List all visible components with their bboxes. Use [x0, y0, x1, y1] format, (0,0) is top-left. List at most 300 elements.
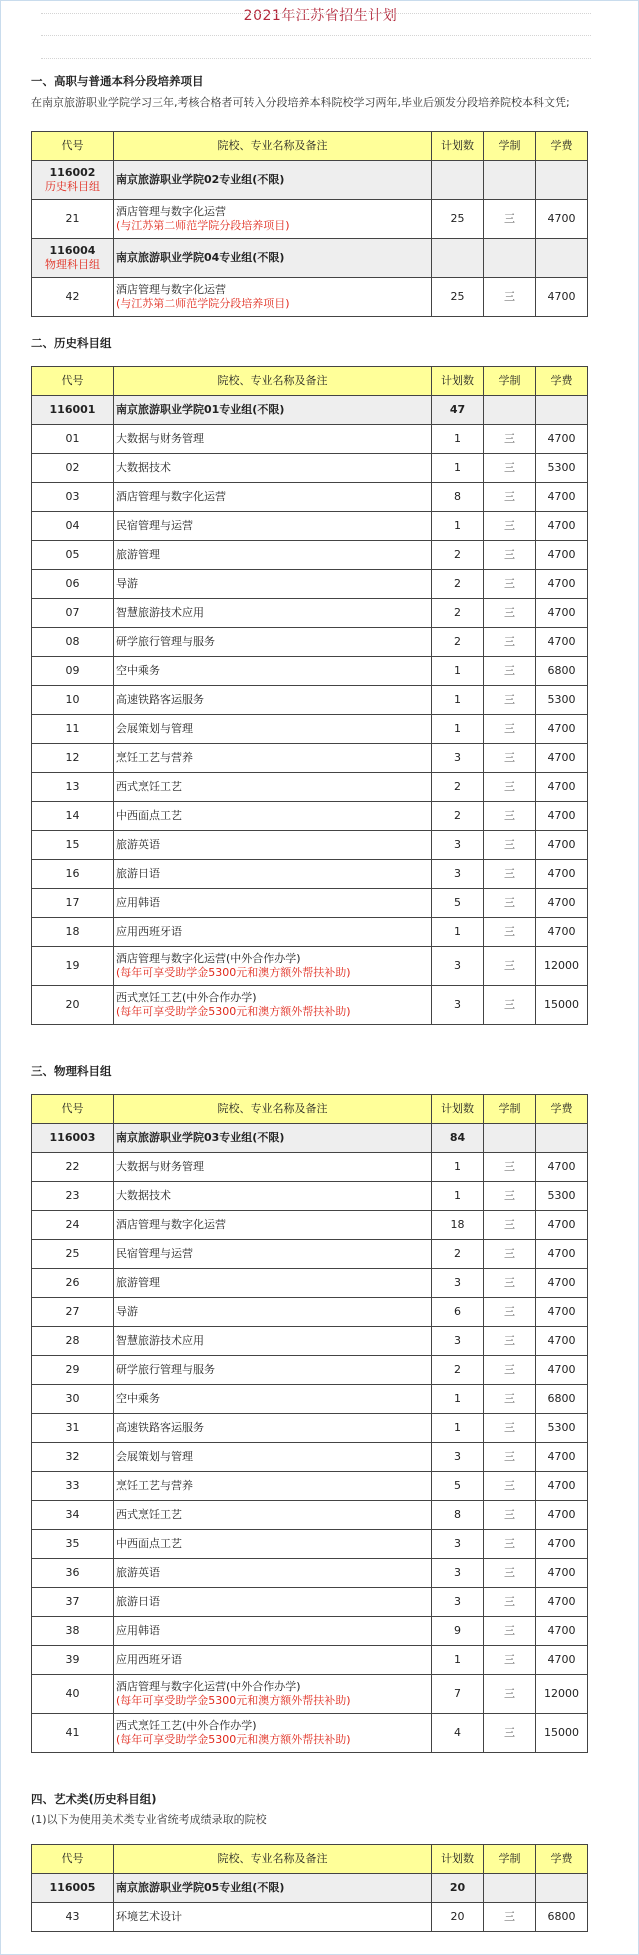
plan-count: 3	[432, 1443, 484, 1472]
study-years: 三	[484, 1182, 536, 1211]
plan-count: 7	[432, 1675, 484, 1714]
major-code: 05	[32, 541, 114, 570]
header-name: 院校、专业名称及备注	[114, 367, 432, 396]
study-years: 三	[484, 1903, 536, 1932]
major-code: 39	[32, 1646, 114, 1675]
header-name: 院校、专业名称及备注	[114, 132, 432, 161]
plan-count: 5	[432, 889, 484, 918]
major-name-cell	[114, 1617, 432, 1646]
tuition-fee: 4700	[536, 1501, 588, 1530]
major-note: (每年可享受助学金5300元和澳方额外帮扶补助)	[116, 1733, 351, 1746]
major-name-cell	[114, 947, 432, 986]
plan-count: 3	[432, 1530, 484, 1559]
major-name: 研学旅行管理与服务	[116, 1363, 215, 1376]
major-name-cell	[114, 425, 432, 454]
major-name: 大数据技术	[116, 1189, 171, 1202]
study-years: 三	[484, 541, 536, 570]
major-name: 空中乘务	[116, 1392, 160, 1405]
major-name: 环境艺术设计	[116, 1910, 182, 1923]
major-name: 酒店管理与数字化运营	[116, 205, 226, 218]
header-years: 学制	[484, 367, 536, 396]
plan-count: 1	[432, 1153, 484, 1182]
group-years	[484, 1874, 536, 1903]
major-name-cell	[114, 1646, 432, 1675]
major-note: (每年可享受助学金5300元和澳方额外帮扶补助)	[116, 1005, 351, 1018]
major-name: 大数据技术	[116, 461, 171, 474]
group-fee	[536, 1124, 588, 1153]
study-years: 三	[484, 1472, 536, 1501]
group-plan-count: 84	[432, 1124, 484, 1153]
group-row	[32, 161, 588, 200]
tuition-fee: 4700	[536, 744, 588, 773]
tuition-fee: 4700	[536, 278, 588, 317]
study-years: 三	[484, 1240, 536, 1269]
section2-title: 二、历史科目组	[31, 336, 112, 350]
plan-count: 3	[432, 1269, 484, 1298]
section3-table	[31, 1094, 588, 1753]
major-name: 导游	[116, 577, 138, 590]
major-name: 酒店管理与数字化运营(中外合作办学)	[116, 1680, 301, 1693]
tuition-fee: 4700	[536, 1588, 588, 1617]
tuition-fee: 12000	[536, 1675, 588, 1714]
tuition-fee: 4700	[536, 200, 588, 239]
study-years: 三	[484, 1646, 536, 1675]
major-name: 旅游英语	[116, 838, 160, 851]
study-years: 三	[484, 1298, 536, 1327]
major-name-cell	[114, 1385, 432, 1414]
major-code: 08	[32, 628, 114, 657]
major-code: 42	[32, 278, 114, 317]
major-code: 29	[32, 1356, 114, 1385]
table-row	[32, 802, 588, 831]
plan-count: 1	[432, 715, 484, 744]
table-row	[32, 1327, 588, 1356]
study-years: 三	[484, 947, 536, 986]
study-years: 三	[484, 1617, 536, 1646]
group-name: 南京旅游职业学院01专业组(不限)	[114, 396, 432, 425]
major-name-cell	[114, 1714, 432, 1753]
major-name-cell	[114, 200, 432, 239]
major-code: 41	[32, 1714, 114, 1753]
table-row	[32, 454, 588, 483]
plan-count: 2	[432, 628, 484, 657]
group-code: 116002	[49, 166, 96, 179]
tuition-fee: 4700	[536, 599, 588, 628]
major-code: 28	[32, 1327, 114, 1356]
plan-count: 1	[432, 1414, 484, 1443]
major-code: 38	[32, 1617, 114, 1646]
major-name-cell	[114, 1298, 432, 1327]
major-name-cell	[114, 715, 432, 744]
major-code: 07	[32, 599, 114, 628]
header-plan: 计划数	[432, 1845, 484, 1874]
major-name-cell	[114, 773, 432, 802]
tuition-fee: 4700	[536, 1356, 588, 1385]
major-name: 旅游管理	[116, 548, 160, 561]
header-name: 院校、专业名称及备注	[114, 1095, 432, 1124]
tuition-fee: 4700	[536, 773, 588, 802]
group-code: 116001	[32, 396, 114, 425]
tuition-fee: 4700	[536, 889, 588, 918]
study-years: 三	[484, 1501, 536, 1530]
major-name-cell	[114, 1356, 432, 1385]
tuition-fee: 4700	[536, 1298, 588, 1327]
group-code: 116005	[32, 1874, 114, 1903]
plan-count: 3	[432, 744, 484, 773]
section3-title: 三、物理科目组	[31, 1064, 112, 1078]
major-code: 31	[32, 1414, 114, 1443]
group-subject: 历史科目组	[45, 180, 100, 193]
header-fee: 学费	[536, 1095, 588, 1124]
major-code: 35	[32, 1530, 114, 1559]
major-code: 14	[32, 802, 114, 831]
table-row	[32, 1675, 588, 1714]
major-name: 大数据与财务管理	[116, 432, 204, 445]
header-code: 代号	[32, 132, 114, 161]
major-code: 27	[32, 1298, 114, 1327]
major-name: 应用西班牙语	[116, 925, 182, 938]
plan-count: 3	[432, 947, 484, 986]
major-note: (每年可享受助学金5300元和澳方额外帮扶补助)	[116, 966, 351, 979]
header-plan: 计划数	[432, 132, 484, 161]
major-name-cell	[114, 802, 432, 831]
group-fee	[536, 396, 588, 425]
major-code: 26	[32, 1269, 114, 1298]
group-code: 116004	[49, 244, 96, 257]
table-row	[32, 200, 588, 239]
tuition-fee: 4700	[536, 1559, 588, 1588]
major-name-cell	[114, 1675, 432, 1714]
major-code: 17	[32, 889, 114, 918]
table-row	[32, 1559, 588, 1588]
group-subject: 物理科目组	[45, 258, 100, 271]
major-name: 中西面点工艺	[116, 809, 182, 822]
study-years: 三	[484, 1327, 536, 1356]
header-years: 学制	[484, 1095, 536, 1124]
study-years: 三	[484, 1211, 536, 1240]
plan-count: 1	[432, 454, 484, 483]
table-row	[32, 1530, 588, 1559]
major-code: 15	[32, 831, 114, 860]
group-row	[32, 396, 588, 425]
table-row	[32, 425, 588, 454]
tuition-fee: 4700	[536, 512, 588, 541]
major-name-cell	[114, 831, 432, 860]
major-name: 烹饪工艺与营养	[116, 1479, 193, 1492]
major-code: 33	[32, 1472, 114, 1501]
major-code: 40	[32, 1675, 114, 1714]
tuition-fee: 5300	[536, 454, 588, 483]
study-years: 三	[484, 860, 536, 889]
study-years: 三	[484, 454, 536, 483]
tuition-fee: 5300	[536, 686, 588, 715]
plan-count: 25	[432, 200, 484, 239]
group-plan-count: 20	[432, 1874, 484, 1903]
major-name-cell	[114, 541, 432, 570]
tuition-fee: 4700	[536, 541, 588, 570]
major-name-cell	[114, 1211, 432, 1240]
header-code: 代号	[32, 1095, 114, 1124]
major-name-cell	[114, 1182, 432, 1211]
tuition-fee: 4700	[536, 1443, 588, 1472]
major-name: 应用韩语	[116, 1624, 160, 1637]
tuition-fee: 5300	[536, 1414, 588, 1443]
major-code: 09	[32, 657, 114, 686]
header-name: 院校、专业名称及备注	[114, 1845, 432, 1874]
major-name: 西式烹饪工艺(中外合作办学)	[116, 1719, 257, 1732]
section1-title: 一、高职与普通本科分段培养项目	[31, 74, 204, 88]
major-name-cell	[114, 1153, 432, 1182]
major-name: 酒店管理与数字化运营	[116, 1218, 226, 1231]
major-name-cell	[114, 628, 432, 657]
major-name: 西式烹饪工艺	[116, 780, 182, 793]
tuition-fee: 15000	[536, 1714, 588, 1753]
major-name: 烹饪工艺与营养	[116, 751, 193, 764]
table-row	[32, 986, 588, 1025]
tuition-fee: 12000	[536, 947, 588, 986]
group-code: 116003	[32, 1124, 114, 1153]
tuition-fee: 6800	[536, 657, 588, 686]
divider	[41, 35, 591, 36]
header-plan: 计划数	[432, 367, 484, 396]
major-name-cell	[114, 278, 432, 317]
major-name-cell	[114, 570, 432, 599]
major-name-cell	[114, 657, 432, 686]
section4-note: (1)以下为使用美术类专业省统考成绩录取的院校	[31, 1813, 267, 1826]
header-fee: 学费	[536, 367, 588, 396]
tuition-fee: 4700	[536, 570, 588, 599]
plan-count: 3	[432, 986, 484, 1025]
study-years: 三	[484, 1559, 536, 1588]
study-years: 三	[484, 512, 536, 541]
major-code: 43	[32, 1903, 114, 1932]
major-code: 10	[32, 686, 114, 715]
study-years: 三	[484, 1414, 536, 1443]
plan-count: 2	[432, 541, 484, 570]
tuition-fee: 4700	[536, 1646, 588, 1675]
group-years	[484, 1124, 536, 1153]
major-code: 22	[32, 1153, 114, 1182]
study-years: 三	[484, 918, 536, 947]
study-years: 三	[484, 570, 536, 599]
plan-count: 2	[432, 1240, 484, 1269]
tuition-fee: 4700	[536, 831, 588, 860]
table-header	[32, 132, 588, 161]
plan-count: 2	[432, 773, 484, 802]
major-name: 民宿管理与运营	[116, 519, 193, 532]
major-code: 23	[32, 1182, 114, 1211]
plan-count: 3	[432, 1559, 484, 1588]
tuition-fee: 4700	[536, 1269, 588, 1298]
header-fee: 学费	[536, 132, 588, 161]
header-years: 学制	[484, 1845, 536, 1874]
table-header	[32, 1095, 588, 1124]
major-name-cell	[114, 686, 432, 715]
major-code: 19	[32, 947, 114, 986]
tuition-fee: 15000	[536, 986, 588, 1025]
plan-count: 25	[432, 278, 484, 317]
table-row	[32, 860, 588, 889]
plan-count: 8	[432, 1501, 484, 1530]
major-name: 旅游英语	[116, 1566, 160, 1579]
tuition-fee: 5300	[536, 1182, 588, 1211]
tuition-fee: 4700	[536, 1530, 588, 1559]
major-name-cell	[114, 1559, 432, 1588]
group-name: 南京旅游职业学院02专业组(不限)	[114, 161, 432, 200]
major-name-cell	[114, 512, 432, 541]
group-name: 南京旅游职业学院03专业组(不限)	[114, 1124, 432, 1153]
major-code: 34	[32, 1501, 114, 1530]
major-name: 智慧旅游技术应用	[116, 606, 204, 619]
page-title: 2021年江苏省招生计划	[243, 8, 398, 24]
major-name: 空中乘务	[116, 664, 160, 677]
major-name: 西式烹饪工艺(中外合作办学)	[116, 991, 257, 1004]
major-name-cell	[114, 918, 432, 947]
plan-count: 1	[432, 918, 484, 947]
header-code: 代号	[32, 367, 114, 396]
major-name-cell	[114, 889, 432, 918]
plan-count: 9	[432, 1617, 484, 1646]
group-years	[484, 161, 536, 200]
plan-count: 3	[432, 1327, 484, 1356]
section2-table	[31, 366, 588, 1025]
plan-count: 20	[432, 1903, 484, 1932]
table-row	[32, 1617, 588, 1646]
section1-note: 在南京旅游职业学院学习三年,考核合格者可转入分段培养本科院校学习两年,毕业后颁发分段培养院校本科文凭;	[31, 96, 570, 109]
table-row	[32, 1714, 588, 1753]
study-years: 三	[484, 773, 536, 802]
study-years: 三	[484, 200, 536, 239]
group-fee	[536, 239, 588, 278]
table-row	[32, 483, 588, 512]
tuition-fee: 4700	[536, 1153, 588, 1182]
major-name-cell	[114, 599, 432, 628]
study-years: 三	[484, 599, 536, 628]
header-years: 学制	[484, 132, 536, 161]
table-row	[32, 570, 588, 599]
study-years: 三	[484, 425, 536, 454]
plan-count: 8	[432, 483, 484, 512]
major-name: 酒店管理与数字化运营(中外合作办学)	[116, 952, 301, 965]
major-code: 24	[32, 1211, 114, 1240]
study-years: 三	[484, 1385, 536, 1414]
plan-count: 3	[432, 1588, 484, 1617]
major-code: 37	[32, 1588, 114, 1617]
plan-count: 2	[432, 1356, 484, 1385]
plan-count: 2	[432, 599, 484, 628]
major-name: 高速铁路客运服务	[116, 693, 204, 706]
major-code: 02	[32, 454, 114, 483]
major-name: 大数据与财务管理	[116, 1160, 204, 1173]
major-note: (每年可享受助学金5300元和澳方额外帮扶补助)	[116, 1694, 351, 1707]
section4-title: 四、艺术类(历史科目组)	[31, 1792, 157, 1806]
study-years: 三	[484, 1153, 536, 1182]
section4-table	[31, 1844, 588, 1932]
plan-count: 1	[432, 425, 484, 454]
study-years: 三	[484, 831, 536, 860]
major-name: 旅游日语	[116, 867, 160, 880]
major-name-cell	[114, 1240, 432, 1269]
group-name: 南京旅游职业学院04专业组(不限)	[114, 239, 432, 278]
major-code: 04	[32, 512, 114, 541]
table-row	[32, 1182, 588, 1211]
plan-count: 2	[432, 570, 484, 599]
major-code: 36	[32, 1559, 114, 1588]
tuition-fee: 4700	[536, 1240, 588, 1269]
study-years: 三	[484, 1443, 536, 1472]
table-row	[32, 831, 588, 860]
table-row	[32, 1298, 588, 1327]
table-row	[32, 657, 588, 686]
table-row	[32, 773, 588, 802]
table-row	[32, 918, 588, 947]
group-plan-count	[432, 239, 484, 278]
major-name: 中西面点工艺	[116, 1537, 182, 1550]
group-code-cell	[32, 239, 114, 278]
table-row	[32, 628, 588, 657]
tuition-fee: 4700	[536, 1327, 588, 1356]
major-code: 12	[32, 744, 114, 773]
major-name-cell	[114, 1903, 432, 1932]
group-row	[32, 239, 588, 278]
table-row	[32, 512, 588, 541]
major-note: (与江苏第二师范学院分段培养项目)	[116, 219, 290, 232]
major-name: 研学旅行管理与服务	[116, 635, 215, 648]
group-plan-count: 47	[432, 396, 484, 425]
tuition-fee: 6800	[536, 1903, 588, 1932]
study-years: 三	[484, 744, 536, 773]
table-row	[32, 278, 588, 317]
major-name: 西式烹饪工艺	[116, 1508, 182, 1521]
major-name: 酒店管理与数字化运营	[116, 490, 226, 503]
major-name-cell	[114, 860, 432, 889]
major-code: 30	[32, 1385, 114, 1414]
table-row	[32, 1501, 588, 1530]
table-row	[32, 715, 588, 744]
tuition-fee: 4700	[536, 918, 588, 947]
study-years: 三	[484, 1714, 536, 1753]
major-name-cell	[114, 1443, 432, 1472]
table-row	[32, 1240, 588, 1269]
tuition-fee: 4700	[536, 425, 588, 454]
major-code: 20	[32, 986, 114, 1025]
tuition-fee: 4700	[536, 802, 588, 831]
study-years: 三	[484, 1530, 536, 1559]
study-years: 三	[484, 483, 536, 512]
major-name-cell	[114, 1327, 432, 1356]
table-header	[32, 367, 588, 396]
major-code: 16	[32, 860, 114, 889]
table-row	[32, 599, 588, 628]
major-name: 旅游管理	[116, 1276, 160, 1289]
plan-count: 1	[432, 512, 484, 541]
major-name: 酒店管理与数字化运营	[116, 283, 226, 296]
divider	[41, 58, 591, 59]
study-years: 三	[484, 1356, 536, 1385]
plan-count: 6	[432, 1298, 484, 1327]
group-name: 南京旅游职业学院05专业组(不限)	[114, 1874, 432, 1903]
major-name: 会展策划与管理	[116, 1450, 193, 1463]
major-name-cell	[114, 1501, 432, 1530]
major-name-cell	[114, 1414, 432, 1443]
major-code: 18	[32, 918, 114, 947]
table-row	[32, 1153, 588, 1182]
major-code: 06	[32, 570, 114, 599]
group-code-cell	[32, 161, 114, 200]
major-name: 导游	[116, 1305, 138, 1318]
major-name-cell	[114, 483, 432, 512]
header-fee: 学费	[536, 1845, 588, 1874]
